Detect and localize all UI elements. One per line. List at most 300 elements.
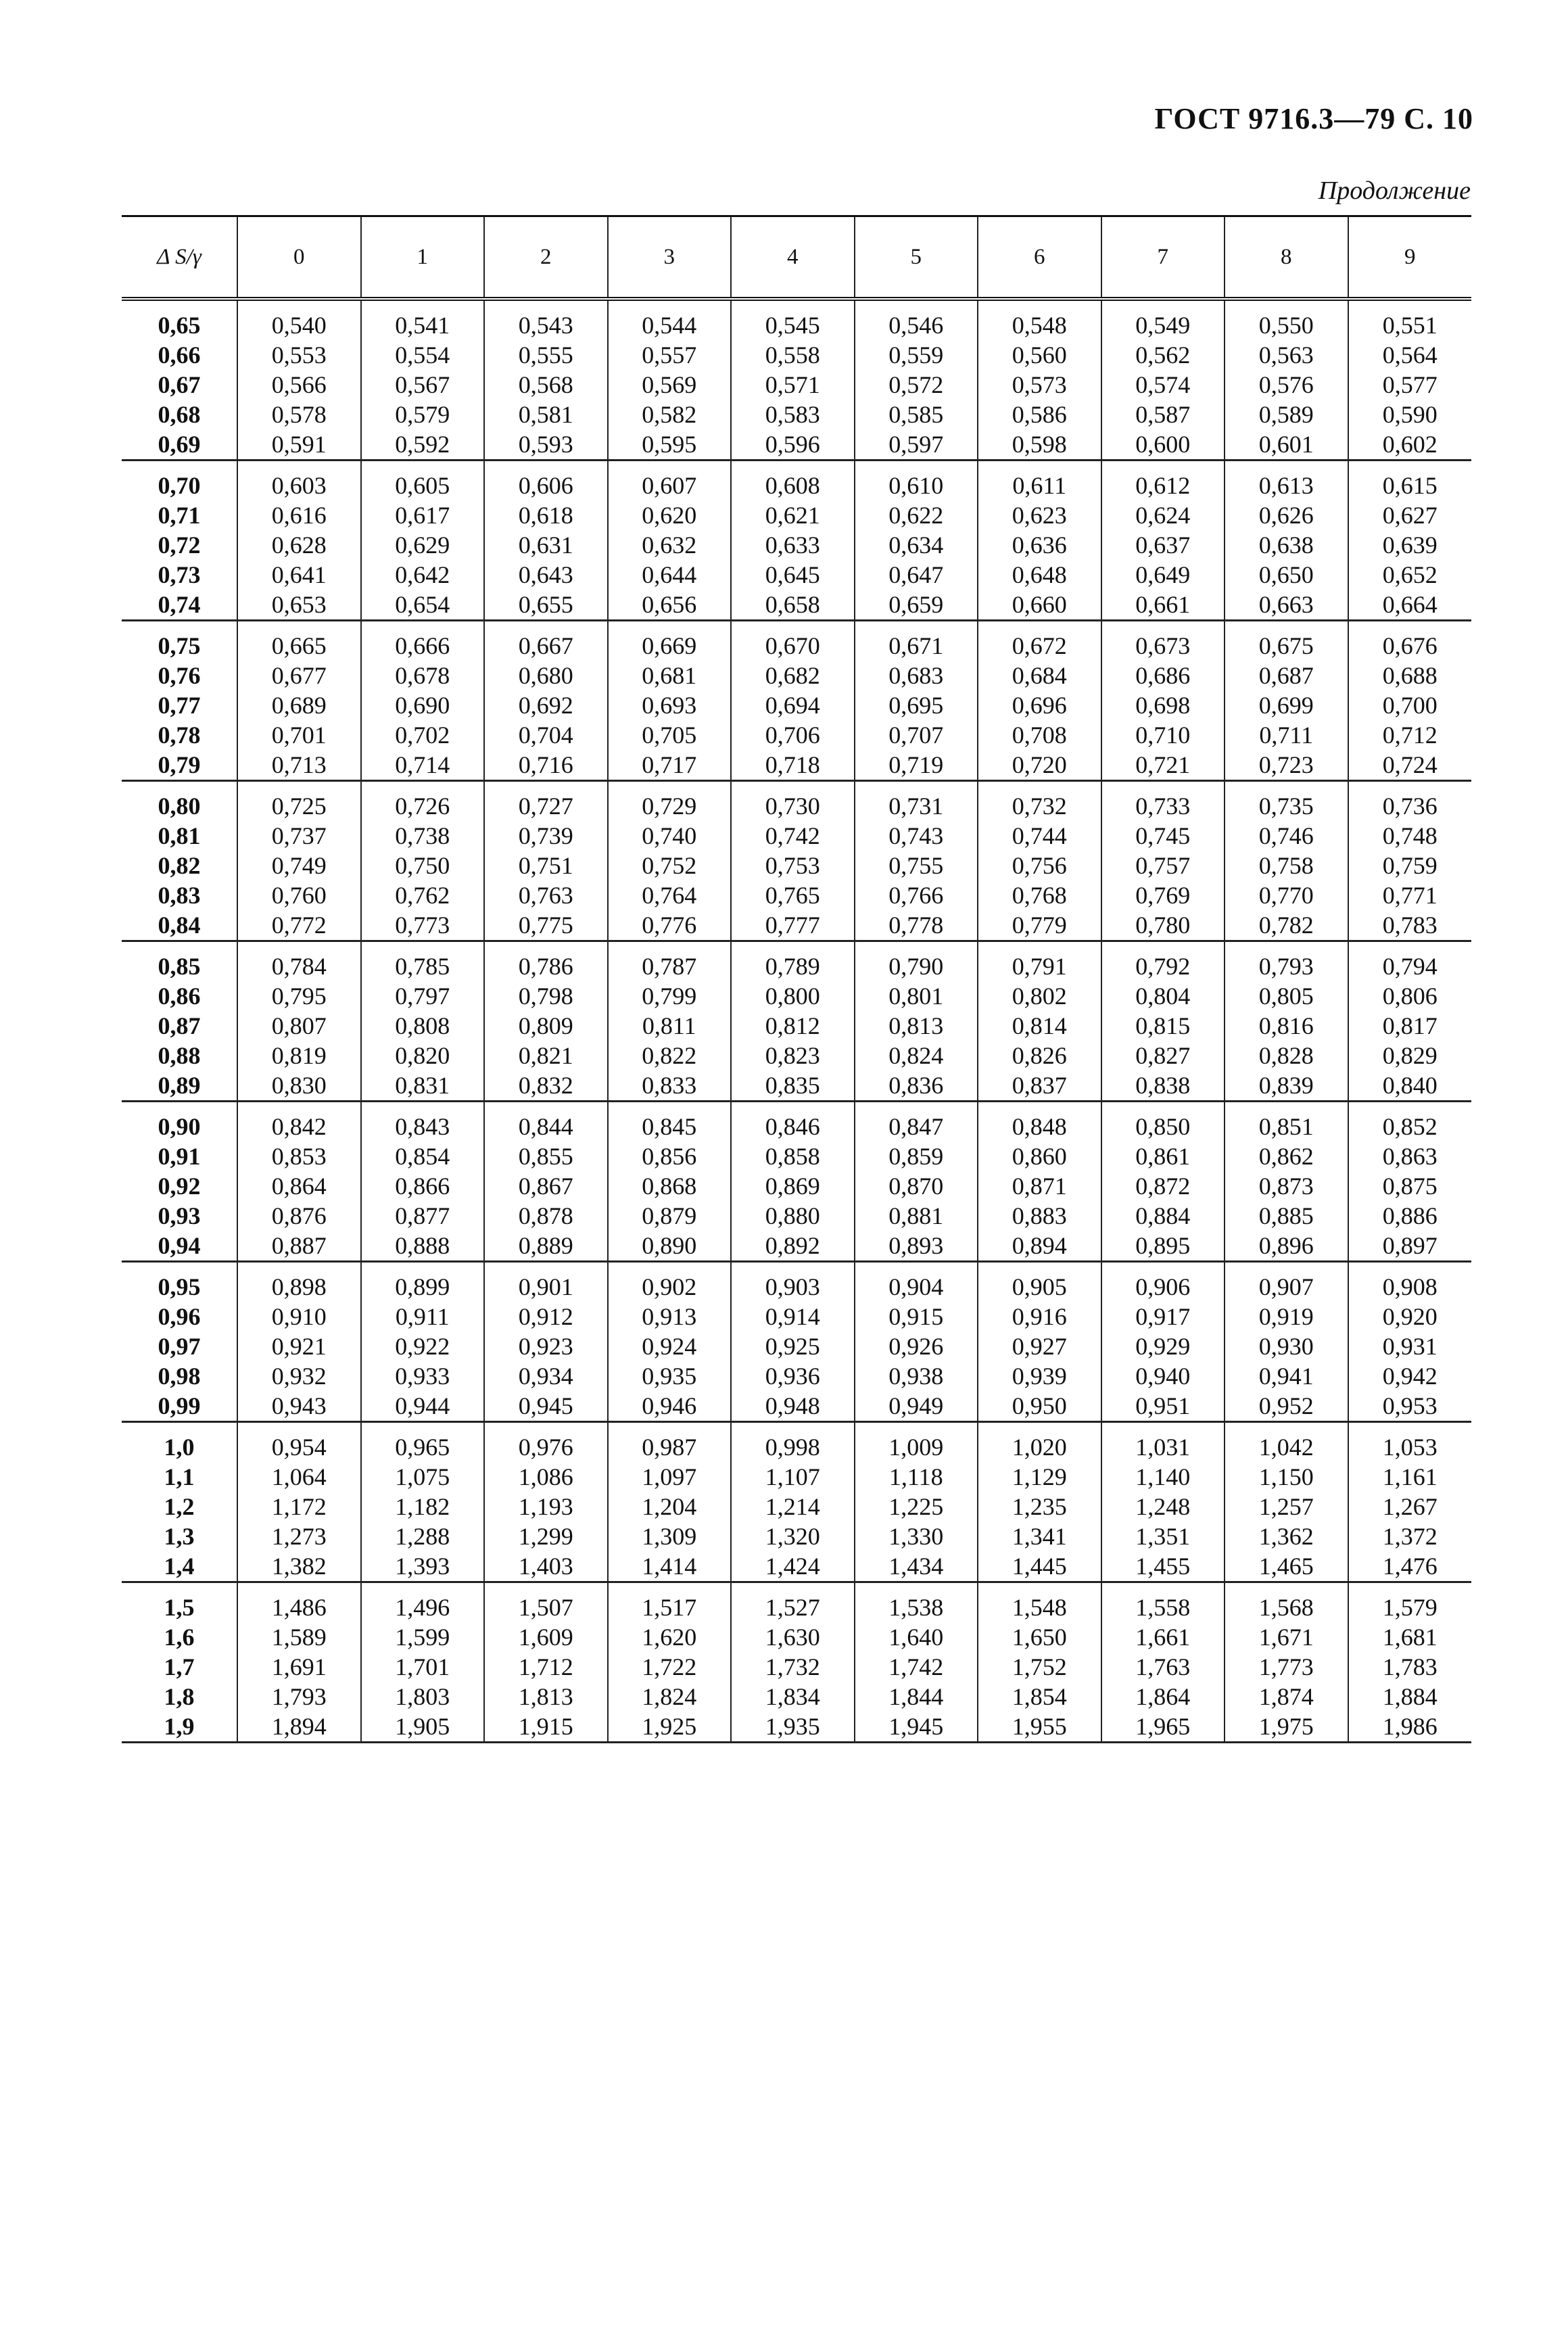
table-cell: 0,791 [978, 941, 1101, 982]
table-cell: 0,544 [608, 299, 732, 340]
table-cell: 0,896 [1225, 1231, 1348, 1262]
table-row [122, 500, 1471, 530]
table-cell: 0,589 [1225, 400, 1348, 429]
table-cell: 1,107 [731, 1462, 855, 1492]
table-cell: 1,945 [855, 1712, 978, 1743]
table-cell: 0,793 [1225, 941, 1348, 982]
table-cell: 0,860 [978, 1141, 1101, 1171]
table-cell: 0,847 [855, 1102, 978, 1142]
table-cell: 0,624 [1101, 500, 1225, 530]
table-cell: 0,698 [1101, 690, 1225, 720]
table-cell: 0,563 [1225, 340, 1348, 370]
table-cell: 0,917 [1101, 1302, 1225, 1331]
table-cell: 1,844 [855, 1682, 978, 1712]
table-cell: 0,633 [731, 530, 855, 560]
table-cell: 0,733 [1101, 781, 1225, 822]
table-cell: 0,858 [731, 1141, 855, 1171]
table-cell: 0,686 [1101, 661, 1225, 690]
table-cell: 1,671 [1225, 1622, 1348, 1652]
table-cell: 1,824 [608, 1682, 732, 1712]
table-cell: 1,681 [1348, 1622, 1472, 1652]
table-row [122, 530, 1471, 560]
row-key: 0,92 [158, 1173, 201, 1200]
table-cell: 0,623 [978, 500, 1101, 530]
table-cell: 0,699 [1225, 690, 1348, 720]
table-cell: 0,771 [1348, 880, 1472, 910]
table-cell: 0,952 [1225, 1391, 1348, 1422]
table-cell: 0,602 [1348, 429, 1472, 461]
table-cell: 0,600 [1101, 429, 1225, 461]
table-cell: 0,671 [855, 621, 978, 661]
table-cell: 0,965 [361, 1422, 485, 1463]
table-cell: 0,666 [361, 621, 485, 661]
table-cell: 0,910 [237, 1302, 361, 1331]
table-cell: 0,945 [484, 1391, 608, 1422]
table-cell: 0,998 [731, 1422, 855, 1463]
table-cell: 0,941 [1225, 1361, 1348, 1391]
table-cell: 0,944 [361, 1391, 485, 1422]
row-key: 0,68 [158, 401, 201, 428]
row-key: 0,65 [158, 312, 201, 339]
table-cell: 0,711 [1225, 720, 1348, 750]
table-cell: 0,898 [237, 1262, 361, 1302]
row-key: 1,0 [164, 1434, 195, 1461]
table-cell: 0,721 [1101, 750, 1225, 781]
table-cell: 1,129 [978, 1462, 1101, 1492]
row-key: 1,7 [164, 1653, 195, 1680]
table-cell: 0,884 [1101, 1201, 1225, 1231]
table-cell: 0,827 [1101, 1041, 1225, 1070]
table-cell: 0,667 [484, 621, 608, 661]
table-cell: 1,486 [237, 1582, 361, 1623]
table-cell: 1,118 [855, 1462, 978, 1492]
row-key: 0,71 [158, 502, 201, 529]
table-cell: 0,911 [361, 1302, 485, 1331]
table-cell: 0,673 [1101, 621, 1225, 661]
table-cell: 0,792 [1101, 941, 1225, 982]
row-key: 0,66 [158, 341, 201, 369]
table-cell: 0,723 [1225, 750, 1348, 781]
table-row [122, 1551, 1471, 1582]
table-row [122, 1262, 1471, 1302]
table-cell: 0,780 [1101, 910, 1225, 941]
table-cell: 1,053 [1348, 1422, 1472, 1463]
table-cell: 1,854 [978, 1682, 1101, 1712]
table-cell: 1,763 [1101, 1652, 1225, 1682]
table-cell: 0,607 [608, 461, 732, 501]
table-cell: 0,814 [978, 1011, 1101, 1041]
table-cell: 0,766 [855, 880, 978, 910]
table-cell: 0,582 [608, 400, 732, 429]
table-cell: 0,710 [1101, 720, 1225, 750]
table-row [122, 661, 1471, 690]
table-cell: 0,548 [978, 299, 1101, 340]
table-cell: 0,929 [1101, 1331, 1225, 1361]
table-cell: 0,871 [978, 1171, 1101, 1201]
table-cell: 1,042 [1225, 1422, 1348, 1463]
table-cell: 0,689 [237, 690, 361, 720]
table-cell: 1,372 [1348, 1522, 1472, 1551]
table-cell: 0,902 [608, 1262, 732, 1302]
table-cell: 1,650 [978, 1622, 1101, 1652]
table-cell: 0,753 [731, 851, 855, 880]
table-cell: 0,811 [608, 1011, 732, 1041]
table-cell: 0,661 [1101, 590, 1225, 621]
table-cell: 0,782 [1225, 910, 1348, 941]
table-row [122, 1391, 1471, 1422]
table-cell: 0,852 [1348, 1102, 1472, 1142]
table-cell: 1,172 [237, 1492, 361, 1522]
table-cell: 1,235 [978, 1492, 1101, 1522]
table-cell: 0,824 [855, 1041, 978, 1070]
table-cell: 0,546 [855, 299, 978, 340]
table-cell: 0,557 [608, 340, 732, 370]
table-cell: 0,822 [608, 1041, 732, 1070]
table-cell: 0,543 [484, 299, 608, 340]
table-cell: 1,393 [361, 1551, 485, 1582]
table-row [122, 1331, 1471, 1361]
table-cell: 0,816 [1225, 1011, 1348, 1041]
table-cell: 0,954 [237, 1422, 361, 1463]
row-key: 1,1 [164, 1463, 195, 1490]
table-cell: 1,225 [855, 1492, 978, 1522]
table-cell: 1,742 [855, 1652, 978, 1682]
table-cell: 0,631 [484, 530, 608, 560]
table-cell: 0,743 [855, 821, 978, 851]
table-cell: 0,586 [978, 400, 1101, 429]
table-cell: 1,701 [361, 1652, 485, 1682]
table-row [122, 781, 1471, 822]
table-cell: 0,676 [1348, 621, 1472, 661]
table-cell: 1,257 [1225, 1492, 1348, 1522]
table-cell: 0,621 [731, 500, 855, 530]
table-cell: 0,828 [1225, 1041, 1348, 1070]
table-cell: 0,867 [484, 1171, 608, 1201]
table-cell: 1,834 [731, 1682, 855, 1712]
table-cell: 0,873 [1225, 1171, 1348, 1201]
table-cell: 0,835 [731, 1070, 855, 1102]
table-cell: 0,726 [361, 781, 485, 822]
table-cell: 0,879 [608, 1201, 732, 1231]
table-cell: 0,831 [361, 1070, 485, 1102]
table-cell: 1,691 [237, 1652, 361, 1682]
table-cell: 0,943 [237, 1391, 361, 1422]
table-cell: 0,718 [731, 750, 855, 781]
table-cell: 1,661 [1101, 1622, 1225, 1652]
table-cell: 0,583 [731, 400, 855, 429]
table-cell: 0,617 [361, 500, 485, 530]
table-cell: 0,736 [1348, 781, 1472, 822]
table-cell: 0,654 [361, 590, 485, 621]
table-cell: 0,924 [608, 1331, 732, 1361]
table-cell: 0,886 [1348, 1201, 1472, 1231]
table-cell: 0,759 [1348, 851, 1472, 880]
table-cell: 0,813 [855, 1011, 978, 1041]
table-cell: 0,745 [1101, 821, 1225, 851]
table-cell: 0,826 [978, 1041, 1101, 1070]
table-cell: 0,742 [731, 821, 855, 851]
table-cell: 0,795 [237, 981, 361, 1011]
table-cell: 0,784 [237, 941, 361, 982]
column-header: 2 [484, 216, 608, 300]
table-cell: 1,362 [1225, 1522, 1348, 1551]
table-cell: 0,553 [237, 340, 361, 370]
table-cell: 0,934 [484, 1361, 608, 1391]
table-cell: 0,681 [608, 661, 732, 690]
table-cell: 0,908 [1348, 1262, 1472, 1302]
table-row [122, 1102, 1471, 1142]
table-cell: 1,527 [731, 1582, 855, 1623]
table-cell: 0,695 [855, 690, 978, 720]
table-cell: 0,562 [1101, 340, 1225, 370]
table-cell: 0,576 [1225, 370, 1348, 400]
table-cell: 0,773 [361, 910, 485, 941]
table-cell: 0,755 [855, 851, 978, 880]
table-cell: 0,926 [855, 1331, 978, 1361]
table-cell: 0,738 [361, 821, 485, 851]
table-cell: 0,549 [1101, 299, 1225, 340]
table-cell: 0,739 [484, 821, 608, 851]
table-cell: 0,921 [237, 1331, 361, 1361]
table-cell: 1,925 [608, 1712, 732, 1743]
table-cell: 0,574 [1101, 370, 1225, 400]
table-cell: 0,579 [361, 400, 485, 429]
table-cell: 0,770 [1225, 880, 1348, 910]
table-cell: 0,901 [484, 1262, 608, 1302]
table-row [122, 1462, 1471, 1492]
table-cell: 1,064 [237, 1462, 361, 1492]
table-cell: 0,798 [484, 981, 608, 1011]
row-key: 1,4 [122, 1551, 237, 1582]
table-cell: 0,756 [978, 851, 1101, 880]
table-cell: 0,790 [855, 941, 978, 982]
table-cell: 0,735 [1225, 781, 1348, 822]
row-key: 0,99 [122, 1391, 237, 1422]
row-key: 0,70 [158, 472, 201, 499]
row-key: 0,93 [158, 1202, 201, 1229]
row-key: 0,97 [158, 1333, 201, 1360]
table-cell: 0,644 [608, 560, 732, 590]
table-cell: 0,800 [731, 981, 855, 1011]
table-cell: 0,878 [484, 1201, 608, 1231]
table-cell: 0,877 [361, 1201, 485, 1231]
table-row [122, 1041, 1471, 1070]
table-cell: 0,850 [1101, 1102, 1225, 1142]
table-cell: 0,760 [237, 880, 361, 910]
table-cell: 1,424 [731, 1551, 855, 1582]
table-cell: 0,645 [731, 560, 855, 590]
table-cell: 0,615 [1348, 461, 1472, 501]
row-key: 0,81 [158, 822, 201, 849]
table-cell: 0,551 [1348, 299, 1472, 340]
table-cell: 0,949 [855, 1391, 978, 1422]
table-cell: 0,593 [484, 429, 608, 461]
table-cell: 0,887 [237, 1231, 361, 1262]
table-cell: 1,020 [978, 1422, 1101, 1463]
table-cell: 1,783 [1348, 1652, 1472, 1682]
table-cell: 1,558 [1101, 1582, 1225, 1623]
table-cell: 0,794 [1348, 941, 1472, 982]
table-cell: 0,637 [1101, 530, 1225, 560]
table-cell: 0,692 [484, 690, 608, 720]
table-cell: 0,719 [855, 750, 978, 781]
table-cell: 0,775 [484, 910, 608, 941]
table-cell: 0,897 [1348, 1231, 1472, 1262]
table-cell: 0,931 [1348, 1331, 1472, 1361]
table-cell: 0,567 [361, 370, 485, 400]
table-cell: 1,630 [731, 1622, 855, 1652]
column-header: 6 [978, 216, 1101, 300]
table-cell: 0,765 [731, 880, 855, 910]
table-cell: 0,895 [1101, 1231, 1225, 1262]
table-cell: 0,916 [978, 1302, 1101, 1331]
table-cell: 0,925 [731, 1331, 855, 1361]
table-cell: 0,762 [361, 880, 485, 910]
table-cell: 0,787 [608, 941, 732, 982]
table-cell: 0,976 [484, 1422, 608, 1463]
table-cell: 0,936 [731, 1361, 855, 1391]
table-cell: 0,737 [237, 821, 361, 851]
table-row [122, 1622, 1471, 1652]
table-cell: 0,870 [855, 1171, 978, 1201]
table-cell: 0,587 [1101, 400, 1225, 429]
table-cell: 0,863 [1348, 1141, 1472, 1171]
table-cell: 0,597 [855, 429, 978, 461]
table-cell: 1,609 [484, 1622, 608, 1652]
table-cell: 0,888 [361, 1231, 485, 1262]
table-cell: 0,642 [361, 560, 485, 590]
table-cell: 0,591 [237, 429, 361, 461]
table-cell: 0,819 [237, 1041, 361, 1070]
table-cell: 1,403 [484, 1551, 608, 1582]
table-cell: 0,683 [855, 661, 978, 690]
table-cell: 0,823 [731, 1041, 855, 1070]
table-cell: 0,868 [608, 1171, 732, 1201]
table-cell: 0,684 [978, 661, 1101, 690]
table-cell: 0,906 [1101, 1262, 1225, 1302]
table-cell: 0,939 [978, 1361, 1101, 1391]
table-cell: 0,893 [855, 1231, 978, 1262]
table-cell: 0,608 [731, 461, 855, 501]
table-row [122, 1302, 1471, 1331]
table-cell: 0,757 [1101, 851, 1225, 880]
table-row [122, 340, 1471, 370]
table-cell: 0,682 [731, 661, 855, 690]
table-cell: 0,627 [1348, 500, 1472, 530]
row-key: 0,89 [122, 1070, 237, 1102]
table-cell: 1,434 [855, 1551, 978, 1582]
column-header: 5 [855, 216, 978, 300]
table-cell: 0,555 [484, 340, 608, 370]
row-key: 0,83 [158, 882, 201, 909]
table-cell: 0,948 [731, 1391, 855, 1422]
table-cell: 0,652 [1348, 560, 1472, 590]
table-cell: 0,566 [237, 370, 361, 400]
table-cell: 1,640 [855, 1622, 978, 1652]
table-cell: 0,647 [855, 560, 978, 590]
table-cell: 0,606 [484, 461, 608, 501]
table-cell: 0,578 [237, 400, 361, 429]
table-cell: 0,585 [855, 400, 978, 429]
table-cell: 0,783 [1348, 910, 1472, 941]
table-cell: 1,620 [608, 1622, 732, 1652]
table-row [122, 1492, 1471, 1522]
table-cell: 0,840 [1348, 1070, 1472, 1102]
row-key: 0,72 [158, 532, 201, 559]
column-header: 9 [1348, 216, 1472, 300]
table-cell: 0,837 [978, 1070, 1101, 1102]
table-cell: 0,942 [1348, 1361, 1472, 1391]
table-cell: 0,817 [1348, 1011, 1472, 1041]
row-key: 0,80 [158, 793, 201, 820]
continuation-label: Продолжение [1318, 176, 1471, 205]
table-cell: 0,701 [237, 720, 361, 750]
table-cell: 0,663 [1225, 590, 1348, 621]
row-key: 0,90 [158, 1113, 201, 1140]
table-cell: 0,776 [608, 910, 732, 941]
table-cell: 0,678 [361, 661, 485, 690]
table-cell: 0,806 [1348, 981, 1472, 1011]
table-cell: 1,773 [1225, 1652, 1348, 1682]
table-cell: 0,846 [731, 1102, 855, 1142]
table-cell: 0,843 [361, 1102, 485, 1142]
table-cell: 1,150 [1225, 1462, 1348, 1492]
table-row [122, 1522, 1471, 1551]
table-cell: 0,769 [1101, 880, 1225, 910]
table-cell: 0,914 [731, 1302, 855, 1331]
table-row [122, 910, 1471, 941]
table-cell: 1,009 [855, 1422, 978, 1463]
table-cell: 0,854 [361, 1141, 485, 1171]
table-cell: 0,907 [1225, 1262, 1348, 1302]
table-row [122, 560, 1471, 590]
table-cell: 0,560 [978, 340, 1101, 370]
table-body [122, 299, 1471, 1743]
table-cell: 0,655 [484, 590, 608, 621]
table-cell: 0,717 [608, 750, 732, 781]
header-row [122, 216, 1471, 300]
table-cell: 0,622 [855, 500, 978, 530]
table-cell: 0,616 [237, 500, 361, 530]
table-cell: 0,705 [608, 720, 732, 750]
row-key: 0,84 [122, 910, 237, 941]
table-cell: 0,912 [484, 1302, 608, 1331]
table-cell: 1,341 [978, 1522, 1101, 1551]
table-cell: 0,643 [484, 560, 608, 590]
row-key: 1,8 [164, 1683, 195, 1710]
table-cell: 1,986 [1348, 1712, 1472, 1743]
table-cell: 0,890 [608, 1231, 732, 1262]
table-row [122, 370, 1471, 400]
table-cell: 0,838 [1101, 1070, 1225, 1102]
table-cell: 1,214 [731, 1492, 855, 1522]
table-cell: 0,889 [484, 1231, 608, 1262]
table-cell: 0,938 [855, 1361, 978, 1391]
table-row [122, 720, 1471, 750]
table-cell: 0,669 [608, 621, 732, 661]
row-key: 0,88 [158, 1042, 201, 1069]
column-header: 7 [1101, 216, 1225, 300]
table-cell: 0,807 [237, 1011, 361, 1041]
table-cell: 0,696 [978, 690, 1101, 720]
row-key: 0,98 [158, 1363, 201, 1390]
table-cell: 0,899 [361, 1262, 485, 1302]
table-cell: 0,628 [237, 530, 361, 560]
table-cell: 0,672 [978, 621, 1101, 661]
table-cell: 0,812 [731, 1011, 855, 1041]
table-cell: 0,725 [237, 781, 361, 822]
table-cell: 0,659 [855, 590, 978, 621]
